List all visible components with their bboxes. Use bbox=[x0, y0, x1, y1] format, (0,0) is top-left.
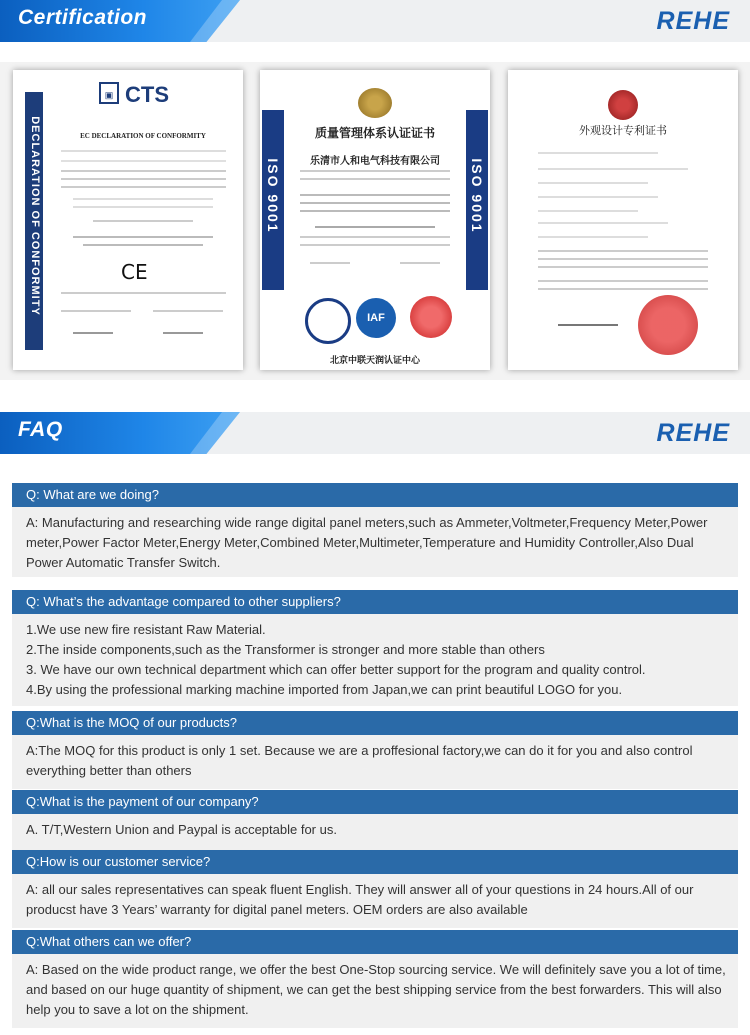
faq-question: Q: What’s the advantage compared to other suppliers? bbox=[12, 590, 738, 614]
faq-question: Q:How is our customer service? bbox=[12, 850, 738, 874]
text-line bbox=[153, 310, 223, 312]
text-line bbox=[538, 280, 708, 282]
text-line bbox=[538, 152, 658, 154]
faq-answer bbox=[12, 614, 738, 706]
ce-mark: CE bbox=[121, 260, 148, 284]
faq-item bbox=[12, 711, 738, 789]
text-line bbox=[300, 178, 450, 180]
text-line bbox=[310, 262, 350, 264]
red-seal-icon bbox=[410, 296, 452, 338]
text-line bbox=[61, 170, 226, 172]
text-line bbox=[73, 198, 213, 200]
faq-answer-line: 1.We use new fire resistant Raw Material. bbox=[26, 622, 266, 637]
faq-question: Q: What are we doing? bbox=[12, 483, 738, 507]
cert-logo: CTS bbox=[125, 82, 169, 107]
text-line bbox=[61, 160, 226, 162]
text-line bbox=[538, 196, 658, 198]
text-line bbox=[83, 244, 203, 246]
signature-mark bbox=[73, 332, 113, 334]
text-line bbox=[300, 210, 450, 212]
text-line bbox=[538, 210, 638, 212]
text-line bbox=[300, 244, 450, 246]
iso-band-text: ISO 9001 bbox=[265, 158, 281, 234]
text-line bbox=[538, 236, 648, 238]
emblem-icon bbox=[358, 88, 392, 118]
faq-answer-text: A. T/T,Western Union and Paypal is acceptable for us. bbox=[26, 822, 337, 837]
faq-item bbox=[12, 483, 738, 577]
text-line bbox=[61, 310, 131, 312]
faq-answer-line: 4.By using the professional marking machine imported from Japan,we can print beautiful LOGO for you. bbox=[26, 682, 623, 697]
text-line bbox=[300, 194, 450, 196]
brand-logo: REHE bbox=[656, 7, 730, 35]
certification-header bbox=[0, 0, 750, 42]
text-line bbox=[300, 236, 450, 238]
text-line bbox=[538, 250, 708, 252]
faq-answer-text: A: Based on the wide product range, we offer the best One-Stop sourcing service. We will definitely save you a lot of time, and based on our huge quantity of shipment, we can get the best shipping service from the best forwarders. This will also help you to save a lot on the shipment. bbox=[26, 962, 726, 1017]
text-line bbox=[61, 178, 226, 180]
brand-logo: REHE bbox=[656, 419, 730, 447]
iso-band-right bbox=[466, 110, 488, 290]
text-line bbox=[93, 220, 193, 222]
emblem-icon bbox=[608, 90, 638, 120]
certificates-gallery bbox=[0, 62, 750, 380]
cert-footer: 北京中联天润认证中心 bbox=[329, 356, 420, 366]
faq-item bbox=[12, 790, 738, 854]
cert-side-band bbox=[25, 92, 43, 350]
cert-title: 外观设计专利证书 bbox=[579, 124, 667, 137]
faq-answer bbox=[12, 507, 738, 577]
iso-band-text: ISO 9001 bbox=[469, 158, 485, 234]
text-line bbox=[73, 206, 213, 208]
text-line bbox=[61, 292, 226, 294]
text-line bbox=[61, 150, 226, 152]
cnas-badge-icon bbox=[305, 298, 351, 344]
faq-title: FAQ bbox=[18, 418, 63, 441]
red-seal-icon bbox=[638, 295, 698, 355]
text-line bbox=[300, 170, 450, 172]
text-line bbox=[300, 202, 450, 204]
faq-answer bbox=[12, 735, 738, 789]
faq-header bbox=[0, 412, 750, 454]
text-line bbox=[73, 236, 213, 238]
faq-item bbox=[12, 590, 738, 706]
faq-answer-text: A:The MOQ for this product is only 1 set. Because we are a proffesional factory,we can do it for you and also control everything better than others bbox=[26, 743, 693, 778]
text-line bbox=[538, 288, 708, 290]
cert-company: 乐清市人和电气科技有限公司 bbox=[310, 156, 440, 167]
faq-question: Q:What is the MOQ of our products? bbox=[12, 711, 738, 735]
faq-answer-text: A: Manufacturing and researching wide range digital panel meters,such as Ammeter,Voltmeter,Frequency Meter,Power meter,Power Factor Meter,Energy Meter,Combined Meter,Multimeter,Temperature and Humidity Controller,Also Dual Power Automatic Transfer Switch. bbox=[26, 515, 708, 570]
iso-band-left bbox=[262, 110, 284, 290]
text-line bbox=[538, 258, 708, 260]
certificate-ce[interactable] bbox=[13, 70, 243, 370]
faq-answer-line: 2.The inside components,such as the Transformer is stronger and more stable than others bbox=[26, 642, 545, 657]
cert-side-text: DECLARATION OF CONFORMITY bbox=[29, 116, 41, 316]
cert-title: 质量管理体系认证证书 bbox=[314, 126, 435, 140]
faq-answer bbox=[12, 954, 738, 1028]
cts-logo-icon: ▣ bbox=[99, 82, 119, 104]
faq-item bbox=[12, 930, 738, 1028]
certification-title: Certification bbox=[18, 6, 148, 29]
faq-answer bbox=[12, 874, 738, 928]
faq-answer-line: 3. We have our own technical department which can offer better support for the program and quality control. bbox=[26, 662, 646, 677]
signature-mark bbox=[163, 332, 203, 334]
text-line bbox=[538, 168, 688, 170]
cert-heading: EC DECLARATION OF CONFORMITY bbox=[80, 132, 206, 140]
faq-answer bbox=[12, 814, 738, 854]
certificate-design-patent[interactable] bbox=[508, 70, 738, 370]
certificate-iso9001[interactable] bbox=[260, 70, 490, 370]
signature-mark bbox=[558, 324, 618, 326]
text-line bbox=[538, 266, 708, 268]
faq-question: Q:What others can we offer? bbox=[12, 930, 738, 954]
faq-item bbox=[12, 850, 738, 928]
text-line bbox=[538, 222, 668, 224]
faq-answer-text: A: all our sales representatives can speak fluent English. They will answer all of your questions in 24 hours.All of our producst have 3 Years’ warranty for digital panel meters. OEM orders are also available bbox=[26, 882, 694, 917]
text-line bbox=[538, 182, 648, 184]
text-line bbox=[400, 262, 440, 264]
faq-question: Q:What is the payment of our company? bbox=[12, 790, 738, 814]
iaf-badge-icon: IAF bbox=[356, 298, 396, 338]
text-line bbox=[315, 226, 435, 228]
text-line bbox=[61, 186, 226, 188]
